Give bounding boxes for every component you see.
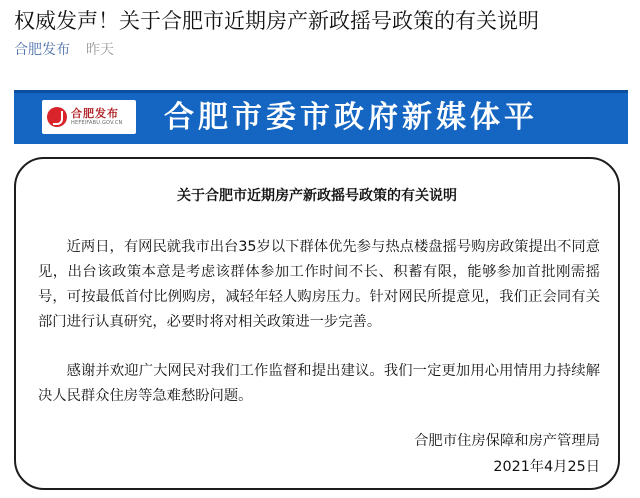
article-meta xyxy=(14,41,114,59)
banner-title: 合肥市委市政府新媒体平 xyxy=(164,100,538,135)
logo-name: 合肥发布 xyxy=(71,107,119,120)
logo-domain: HEFEIFABU.GOV.CN xyxy=(71,120,123,126)
notice-paragraph-2: 感谢并欢迎广大网民对我们工作监督和提出建议。我们一定更加用心用情用力持续解决人民群众住房等急难愁盼问题。 xyxy=(38,363,600,404)
publish-time: 昨天 xyxy=(86,42,114,58)
notice-signature: 合肥市住房保障和房产管理局 xyxy=(414,433,600,449)
logo-emblem-icon xyxy=(47,107,67,127)
article-title: 权威发声！关于合肥市近期房产新政摇号政策的有关说明 xyxy=(14,9,539,33)
notice-date: 2021年4月25日 xyxy=(493,459,600,475)
hefei-fabu-logo xyxy=(42,100,136,134)
notice-paragraph-1: 近两日，有网民就我市出台35岁以下群体优先参与热点楼盘摇号购房政策提出不同意见，出台该政策本意是考虑该群体参加工作时间不长、积蓄有限，能够参加首批刚需摇号，可按最低首付比例购房，减轻年轻人购房压力。针对网民所提意见，我们正会同有关部门进行认真研究，必要时将对相关政策进一步完善。 xyxy=(38,239,600,330)
source-account-link[interactable]: 合肥发布 xyxy=(14,42,70,58)
notice-title: 关于合肥市近期房产新政摇号政策的有关说明 xyxy=(177,188,457,204)
header-banner-image xyxy=(14,90,628,144)
notice-box xyxy=(14,157,620,490)
